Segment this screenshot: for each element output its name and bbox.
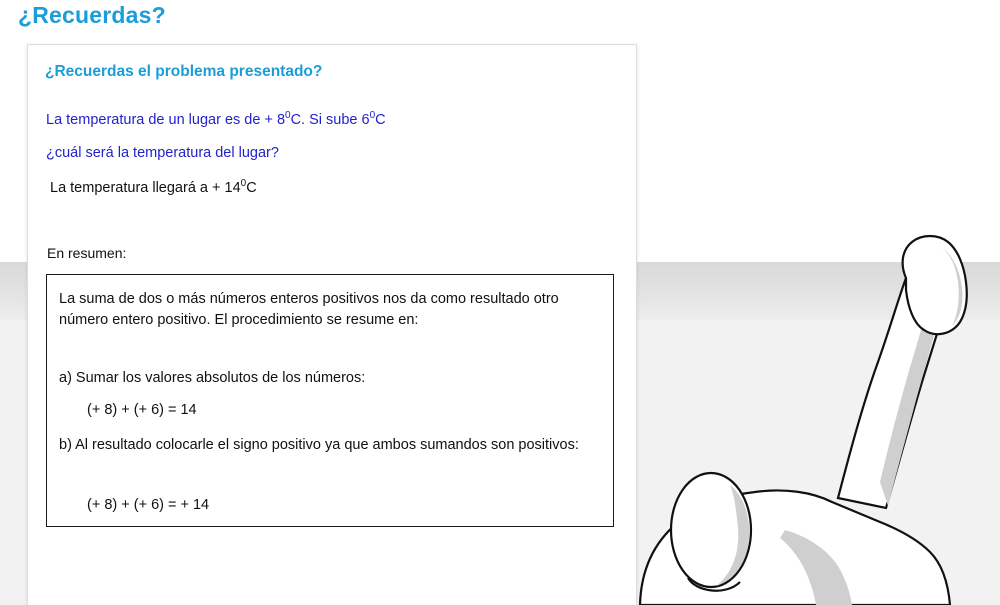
card-heading: ¿Recuerdas el problema presentado? xyxy=(45,63,323,80)
summary-step-a: a) Sumar los valores absolutos de los números: xyxy=(59,370,366,386)
problem-text-a: La temperatura de un lugar es de + 8 xyxy=(46,112,286,128)
degree-symbol-1: 0 xyxy=(285,110,291,122)
summary-equation-2: (+ 8) + (+ 6) = + 14 xyxy=(87,497,210,513)
problem-text-c: C xyxy=(375,112,386,128)
summary-box xyxy=(46,274,614,527)
summary-intro-text: La suma de dos o más números enteros positivos nos da como resultado otro número entero positivo. El procedimiento se resume en: xyxy=(59,291,559,329)
problem-text-b: C. Si sube 6 xyxy=(290,112,370,128)
degree-symbol-3: 0 xyxy=(240,178,247,190)
summary-equation-1: (+ 8) + (+ 6) = 14 xyxy=(87,402,197,418)
summary-step-b: b) Al resultado colocarle el signo positivo ya que ambos sumandos son positivos: xyxy=(59,437,579,453)
degree-symbol-2: 0 xyxy=(369,110,376,122)
problem-statement-line-2: ¿cuál será la temperatura del lugar? xyxy=(46,145,279,161)
content-card xyxy=(27,44,637,605)
answer-text-a: La temperatura llegará a + 14 xyxy=(50,180,241,196)
summary-label: En resumen: xyxy=(47,245,127,261)
answer-text-b: C xyxy=(246,180,257,196)
page-title: ¿Recuerdas? xyxy=(18,2,166,28)
answer-line xyxy=(50,180,257,196)
problem-statement-line-1 xyxy=(46,112,386,128)
